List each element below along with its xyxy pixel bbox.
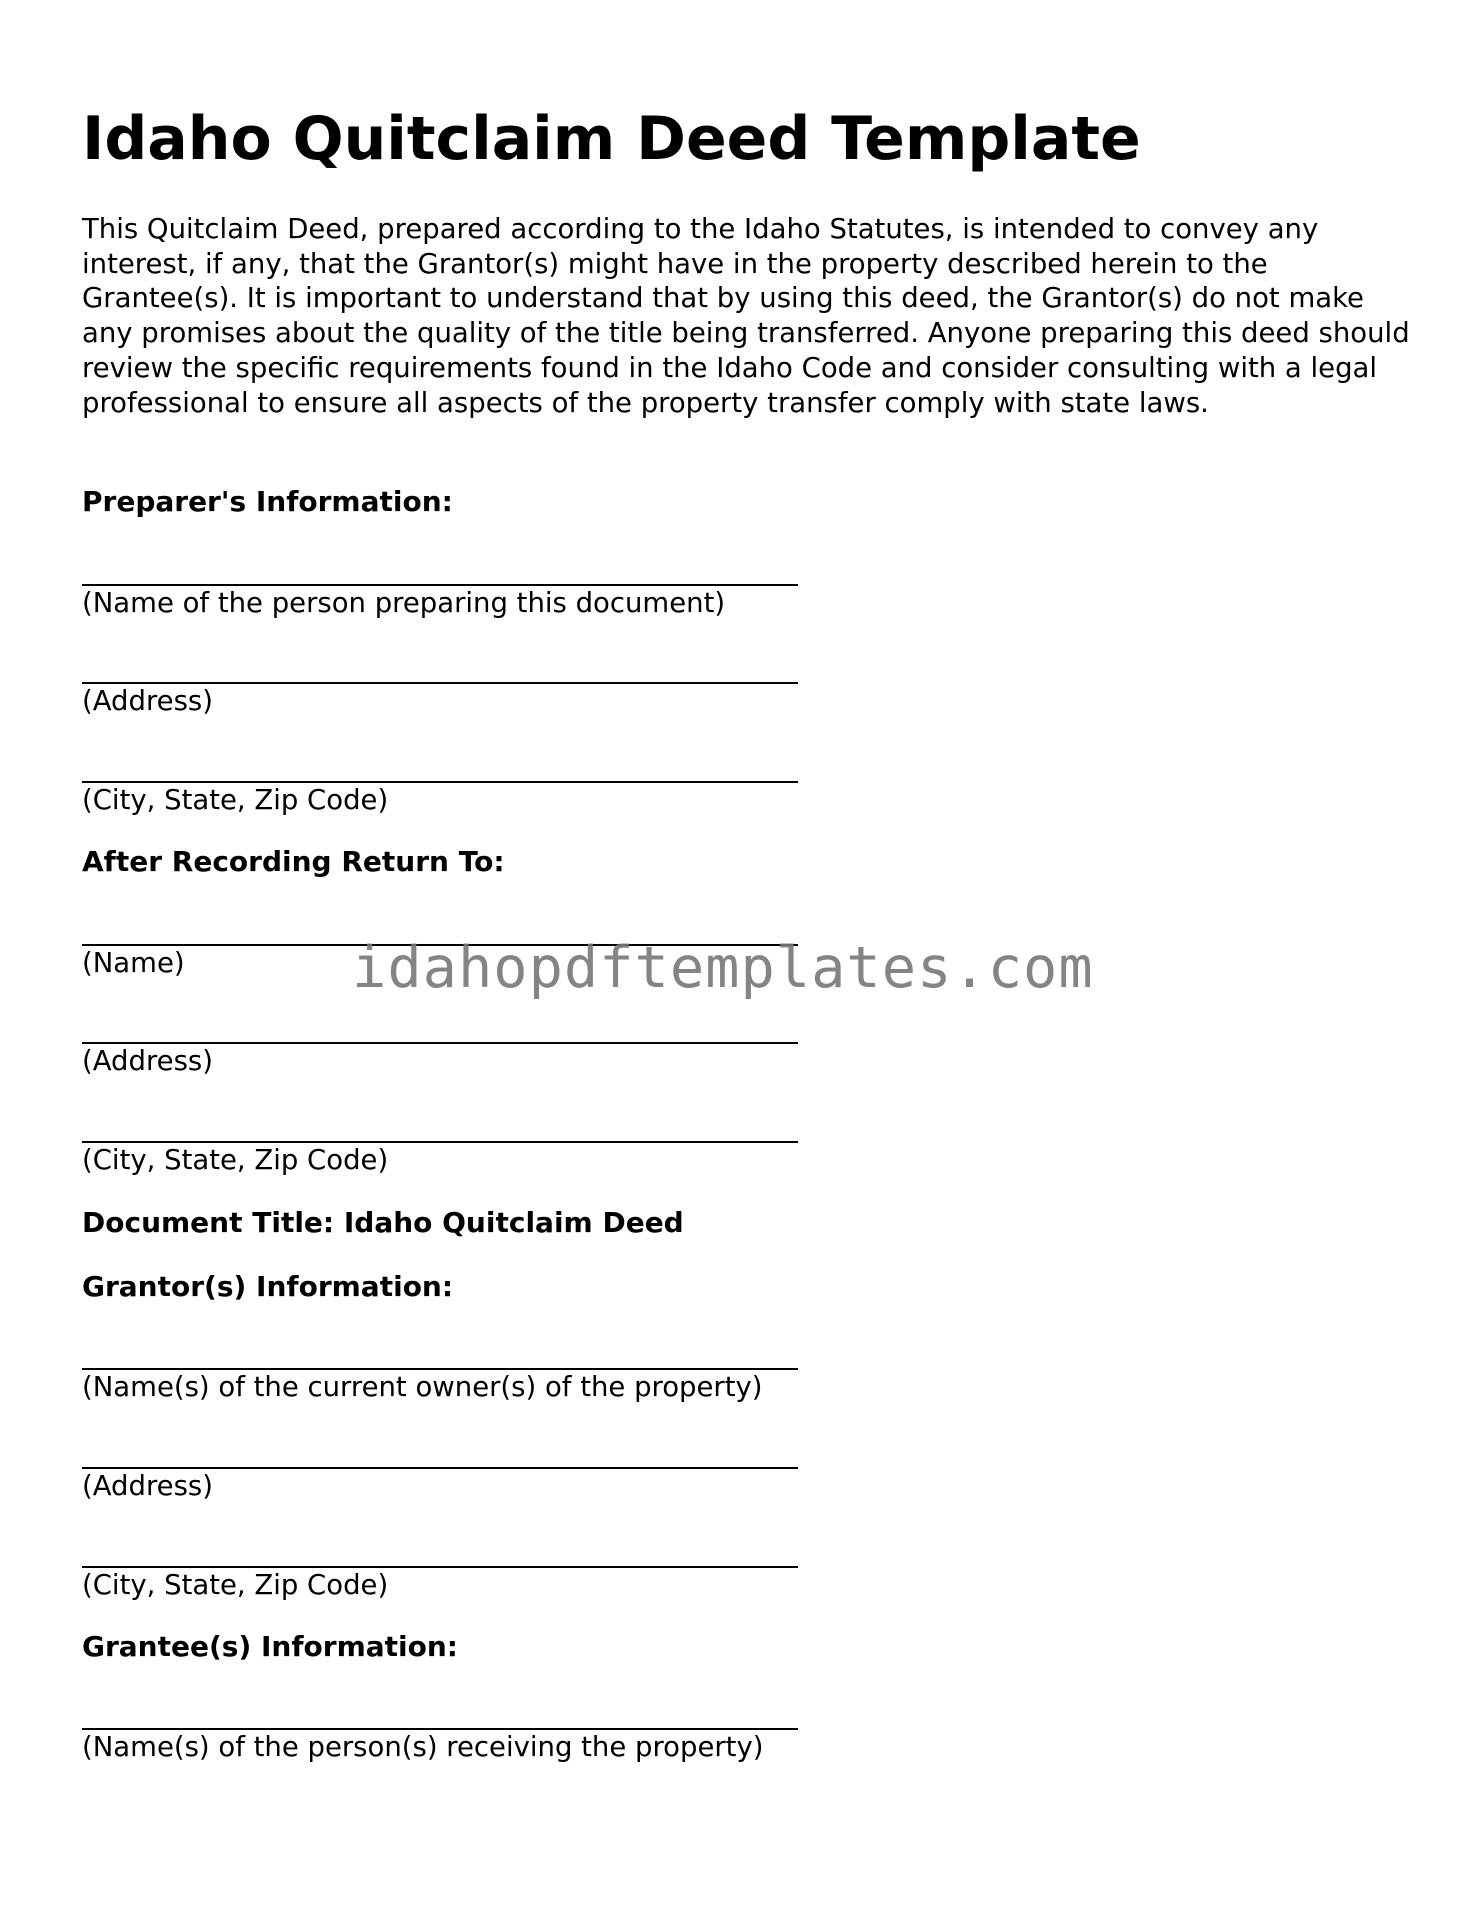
preparer-city-field[interactable]	[82, 781, 802, 817]
field-caption: (Name(s) of the current owner(s) of the property)	[82, 1371, 763, 1403]
grantor-address-field[interactable]	[82, 1467, 802, 1503]
return-to-heading: After Recording Return To:	[82, 845, 505, 878]
grantee-name-field[interactable]	[82, 1728, 802, 1764]
intro-paragraph: This Quitclaim Deed, prepared according to the Idaho Statutes, is intended to convey any interest, if any, that the Grantor(s) might have in the property described herein to the Grantee(s). It is important to understand that by using this deed, the Grantor(s) do not make any promises about the quality of the title being transferred. Anyone preparing this deed should review the specific requirements found in the Idaho Code and consider consulting with a legal professional to ensure all aspects of the property transfer comply with state laws.	[82, 213, 1410, 419]
grantee-heading: Grantee(s) Information:	[82, 1630, 458, 1663]
preparer-name-field[interactable]	[82, 584, 802, 620]
grantor-name-field[interactable]	[82, 1368, 802, 1404]
grantor-city-field[interactable]	[82, 1566, 802, 1602]
return-to-city-field[interactable]	[82, 1141, 802, 1177]
document-title-label: Document Title: Idaho Quitclaim Deed	[82, 1206, 684, 1239]
field-caption: (Name)	[82, 947, 185, 979]
grantor-heading: Grantor(s) Information:	[82, 1270, 454, 1303]
field-caption: (Name of the person preparing this document)	[82, 587, 726, 619]
field-caption: (City, State, Zip Code)	[82, 1569, 389, 1601]
return-to-address-field[interactable]	[82, 1042, 802, 1078]
field-caption: (City, State, Zip Code)	[82, 1144, 389, 1176]
preparer-address-field[interactable]	[82, 682, 802, 718]
field-caption: (Name(s) of the person(s) receiving the property)	[82, 1731, 764, 1763]
page-title: Idaho Quitclaim Deed Template	[82, 104, 1141, 174]
field-caption: (City, State, Zip Code)	[82, 784, 389, 816]
field-caption: (Address)	[82, 685, 213, 717]
preparer-heading: Preparer's Information:	[82, 485, 453, 518]
watermark-text: idahopdftemplates.com	[352, 935, 1094, 1001]
field-caption: (Address)	[82, 1470, 213, 1502]
field-caption: (Address)	[82, 1045, 213, 1077]
